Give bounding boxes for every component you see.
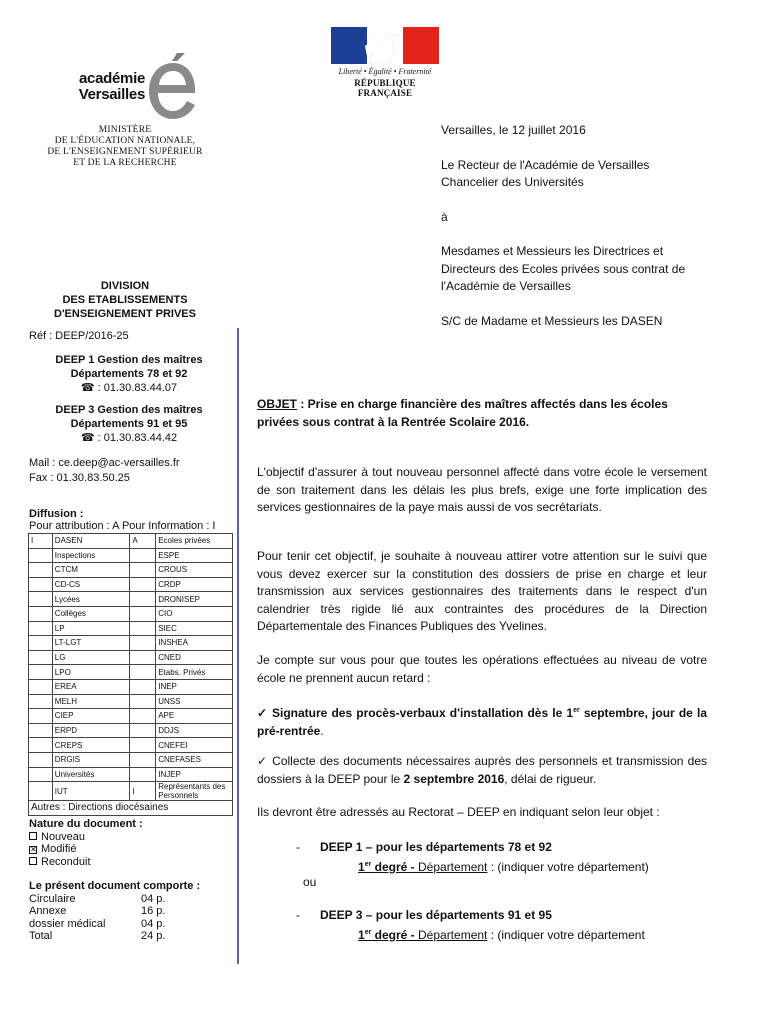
table-cell: Lycées: [52, 592, 130, 607]
table-cell: CROUS: [156, 563, 233, 578]
table-cell: LPO: [52, 665, 130, 680]
table-cell: CNEFASES: [156, 752, 233, 767]
table-cell: [130, 621, 156, 636]
table-cell: INEP: [156, 679, 233, 694]
table-cell: [130, 650, 156, 665]
table-row: [29, 592, 233, 607]
document-contents: Le présent document comporte : Circulaire 04 p. Annexe 16 p. dossier médical 04 p. Total 24 p.: [29, 880, 201, 942]
academie-wordmark: académie Versailles: [78, 70, 145, 103]
table-cell: [29, 650, 53, 665]
table-cell: [29, 563, 53, 578]
bullet-signature: ✓ Signature des procès-verbaux d'installation dès le 1er septembre, jour de la pré-rentrée.: [257, 706, 707, 738]
rf-name: RÉPUBLIQUE FRANÇAISE: [354, 78, 416, 98]
table-row: [29, 782, 233, 801]
letter-header: [441, 122, 741, 330]
table-cell: [130, 665, 156, 680]
deep1-degree: 1er degré - Département : (indiquer votre département): [358, 860, 649, 874]
table-footer: Autres : Directions diocésaines: [29, 801, 233, 816]
marianne-icon: [365, 30, 405, 64]
list-item: dossier médical 04 p.: [29, 917, 166, 930]
table-cell: [29, 621, 53, 636]
list-item: Total 24 p.: [29, 930, 166, 942]
table-cell: INJEP: [156, 767, 233, 782]
date-line: Versailles, le 12 juillet 2016: [441, 123, 586, 137]
table-cell: [130, 694, 156, 709]
table-cell: Ecoles privées: [156, 534, 233, 549]
table-cell: Etabs. Privés: [156, 665, 233, 680]
paragraph: Ils devront être adressés au Rectorat – DEEP en indiquant selon leur objet :: [257, 805, 660, 819]
sender-line: Le Recteur de l'Académie de Versailles: [441, 157, 650, 172]
republique-francaise-logo: [331, 27, 439, 98]
paragraph: L'objectif d'assurer à tout nouveau personnel affecté dans votre école le versement de son traitement dans les délais les plus brefs, exige une forte implication des services gestionnaires de la paye mais aussi de vos secrétariats.: [257, 465, 707, 514]
table-cell: [29, 694, 53, 709]
table-cell: [130, 606, 156, 621]
nature-option-modifie[interactable]: ✕ Modifié: [30, 843, 77, 855]
table-cell: [29, 606, 53, 621]
table-cell: I: [130, 782, 156, 801]
table-cell: IUT: [52, 782, 130, 801]
table-cell: EREA: [52, 679, 130, 694]
table-cell: [29, 577, 53, 592]
nature-document: Nature du document : Nouveau ✕ Modifié Reconduit: [29, 818, 143, 868]
table-cell: CTCM: [52, 563, 130, 578]
table-cell: [29, 679, 53, 694]
table-cell: DASEN: [52, 534, 130, 549]
table-cell: [130, 767, 156, 782]
table-cell: [29, 782, 53, 801]
deep1-contact: DEEP 1 Gestion des maîtres Départements 78 et 92 ☎ : 01.30.83.44.07: [55, 354, 203, 394]
table-cell: CRDP: [156, 577, 233, 592]
table-cell: DDJS: [156, 723, 233, 738]
academie-e-icon: [147, 53, 199, 119]
rf-motto: Liberté • Égalité • Fraternité: [338, 67, 432, 76]
ministere-header: MINISTÈRE DE L'ÉDUCATION NATIONALE, DE L'ENSEIGNEMENT SUPÉRIEUR ET DE LA RECHERCHE: [47, 125, 203, 168]
table-row: [29, 621, 233, 636]
table-cell: [29, 709, 53, 724]
table-row: [29, 752, 233, 767]
table-row: [29, 767, 233, 782]
deep3-degree: 1er degré - Département : (indiquer votre département: [358, 928, 645, 942]
sc-line: S/C de Madame et Messieurs les DASEN: [441, 313, 663, 328]
table-cell: Universités: [52, 767, 130, 782]
checkbox-icon: [29, 857, 37, 865]
paragraph: Je compte sur vous pour que toutes les opérations effectuées au niveau de votre école ne prennent aucun retard :: [257, 653, 707, 685]
table-cell: Inspections: [52, 548, 130, 563]
table-cell: [29, 738, 53, 753]
table-cell: [29, 767, 53, 782]
table-cell: LT-LGT: [52, 636, 130, 651]
table-cell: SIEC: [156, 621, 233, 636]
diffusion-legend: Pour attribution : A Pour Information : I: [29, 520, 216, 532]
table-cell: MELH: [52, 694, 130, 709]
recipient-line: Directeurs des Ecoles privées sous contrat de: [441, 261, 686, 276]
table-cell: [29, 665, 53, 680]
table-cell: [130, 752, 156, 767]
to-line: à: [441, 209, 448, 224]
checkbox-icon: [29, 832, 37, 840]
table-row: [29, 548, 233, 563]
ou-line: ou: [303, 875, 317, 889]
reference: Réf : DEEP/2016-25: [29, 330, 129, 342]
table-row: [29, 694, 233, 709]
fax-number: Fax : 01.30.83.50.25: [29, 472, 130, 484]
sender-line: Chancelier des Universités: [441, 175, 584, 189]
academie-versailles-logo: [75, 45, 200, 120]
table-row: [29, 723, 233, 738]
table-cell: I: [29, 534, 53, 549]
recipient-line: l'Académie de Versailles: [441, 279, 571, 293]
checked-checkbox-icon: ✕: [30, 845, 37, 854]
table-cell: DRGIS: [52, 752, 130, 767]
table-cell: ESPE: [156, 548, 233, 563]
table-cell: [130, 563, 156, 578]
contact-info: [29, 456, 180, 486]
diffusion-title: Diffusion :: [29, 508, 84, 520]
table-row: [29, 534, 233, 549]
division-title: DIVISION DES ETABLISSEMENTS D'ENSEIGNEMENT PRIVES: [54, 280, 196, 320]
list-item: Circulaire 04 p.: [29, 892, 166, 905]
deep3-contact: DEEP 3 Gestion des maîtres Départements 91 et 95 ☎ : 01.30.83.44.42: [55, 404, 203, 444]
table-cell: A: [130, 534, 156, 549]
table-cell: DRONISEP: [156, 592, 233, 607]
table-row: [29, 650, 233, 665]
table-row: [29, 665, 233, 680]
table-cell: UNSS: [156, 694, 233, 709]
objet-line: OBJET : Prise en charge financière des maîtres affectés dans les écoles privées sous contrat à la Rentrée Scolaire 2016.: [257, 397, 668, 429]
table-row: [29, 738, 233, 753]
paragraph: Pour tenir cet objectif, je souhaite à nouveau attirer votre attention sur le suivi que vous devez exercer sur la constitution des dossiers de prise en charge et leur transmission aux services gestionnaires des traitements dans le respect d'un calendrier très rigide lié aux contraintes des procédures de la Direction Départementale des Finances Publiques des Yvelines.: [257, 549, 707, 633]
table-cell: [29, 723, 53, 738]
table-cell: CNEFEI: [156, 738, 233, 753]
table-cell: CD-CS: [52, 577, 130, 592]
table-cell: LG: [52, 650, 130, 665]
table-cell: [130, 592, 156, 607]
table-cell: ERPD: [52, 723, 130, 738]
column-divider: [237, 328, 239, 964]
table-cell: CREPS: [52, 738, 130, 753]
table-cell: CNED: [156, 650, 233, 665]
dash: -: [296, 908, 300, 922]
table-cell: APE: [156, 709, 233, 724]
table-row: [29, 577, 233, 592]
table-row: [29, 636, 233, 651]
table-cell: [130, 738, 156, 753]
diffusion-table: [28, 533, 233, 816]
table-cell: [29, 752, 53, 767]
table-cell: [130, 548, 156, 563]
bullet-collecte: ✓ Collecte des documents nécessaires auprès des personnels et transmission des dossiers à la DEEP pour le 2 septembre 2016, délai de rigueur.: [257, 754, 707, 786]
deep3-line: DEEP 3 – pour les départements 91 et 95: [320, 908, 552, 922]
mail-link[interactable]: Mail : ce.deep@ac-versailles.fr: [29, 457, 180, 469]
table-row: [29, 563, 233, 578]
table-cell: CIO: [156, 606, 233, 621]
table-row: [29, 606, 233, 621]
table-cell: [29, 592, 53, 607]
table-cell: CIEP: [52, 709, 130, 724]
table-cell: [29, 636, 53, 651]
table-cell: LP: [52, 621, 130, 636]
table-cell: [130, 577, 156, 592]
table-row: [29, 801, 233, 816]
table-row: [29, 679, 233, 694]
table-cell: [29, 548, 53, 563]
table-cell: [130, 709, 156, 724]
table-cell: Représentants des Personnels: [156, 782, 233, 801]
table-cell: [130, 723, 156, 738]
dash: -: [296, 840, 300, 854]
deep1-line: DEEP 1 – pour les départements 78 et 92: [320, 840, 552, 854]
table-row: [29, 709, 233, 724]
list-item: Annexe 16 p.: [29, 905, 166, 917]
table-cell: [130, 636, 156, 651]
table-cell: [130, 679, 156, 694]
table-cell: Collèges: [52, 606, 130, 621]
nature-option-nouveau[interactable]: Nouveau: [29, 831, 143, 844]
table-cell: INSHEA: [156, 636, 233, 651]
recipient-line: Mesdames et Messieurs les Directrices et: [441, 244, 664, 258]
nature-option-reconduit[interactable]: Reconduit: [29, 856, 143, 869]
